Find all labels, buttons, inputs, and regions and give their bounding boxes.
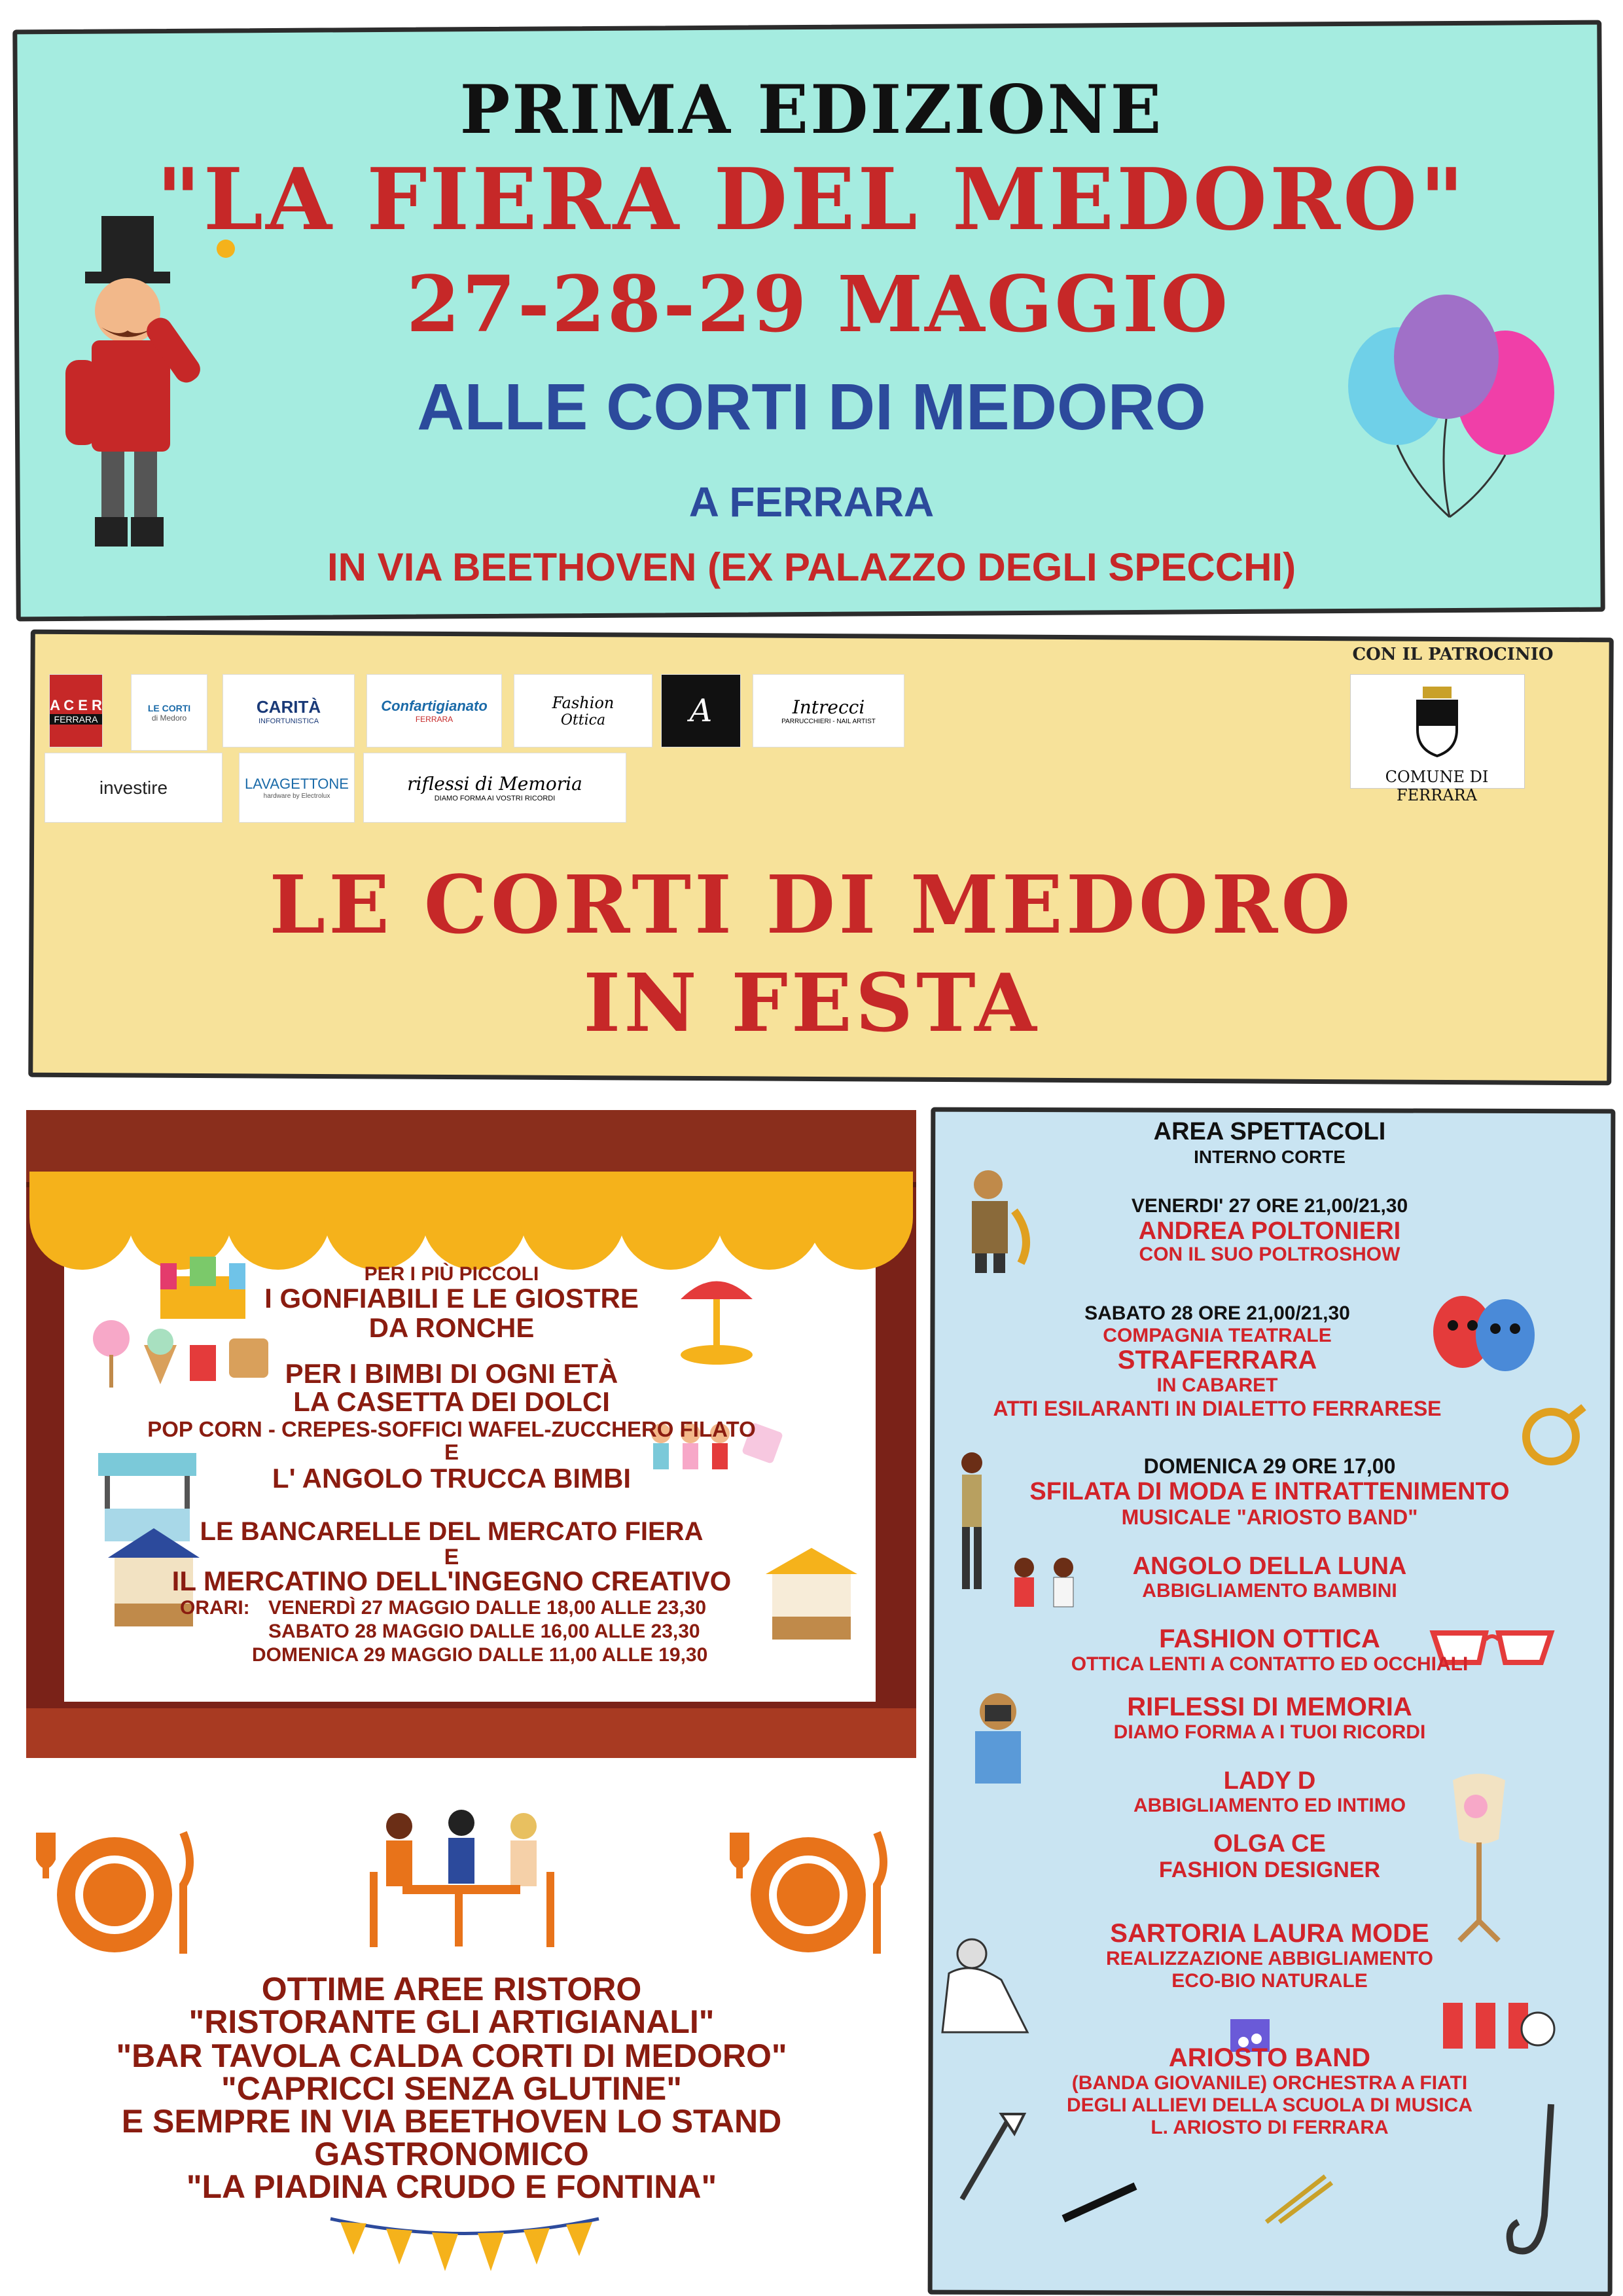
event-4-desc: ABBIGLIAMENTO BAMBINI: [1142, 1580, 1397, 1602]
event-2-when: SABATO 28 ORE 21,00/21,30: [1084, 1302, 1350, 1324]
logo-acer: A C E R FERRARA: [49, 674, 103, 747]
plate-cutlery-icon: [726, 1826, 890, 1957]
event-address: IN VIA BEETHOVEN (EX PALAZZO DEGLI SPECCHI): [327, 545, 1296, 589]
event-city: A FERRARA: [688, 478, 935, 526]
event-8-desc: FASHION DESIGNER: [1158, 1857, 1381, 1882]
event-1-name: ANDREA POLTONIERI: [1138, 1217, 1401, 1245]
event-venue: ALLE CORTI DI MEDORO: [417, 370, 1206, 444]
stage-line-5: LA CASETTA DEI DOLCI: [293, 1386, 610, 1417]
stage-line-10: E: [444, 1545, 459, 1570]
event-2-pre: COMPAGNIA TEATRALE: [1103, 1325, 1332, 1346]
logo-intrecci: Intrecci PARRUCCHIERI - NAIL ARTIST: [753, 674, 904, 747]
bunting-icon: [327, 2209, 602, 2287]
orari-domenica: DOMENICA 29 MAGGIO DALLE 11,00 ALLE 19,30: [252, 1644, 708, 1666]
event-title: "LA FIERA DEL MEDORO": [156, 149, 1467, 249]
spettacoli-title: AREA SPETTACOLI: [1153, 1118, 1386, 1145]
spettacoli-subtitle: INTERNO CORTE: [1194, 1147, 1346, 1167]
event-10-desc-2: DEGLI ALLIEVI DELLA SCUOLA DI MUSICA: [1067, 2094, 1472, 2116]
event-5-name: FASHION OTTICA: [1159, 1624, 1380, 1653]
stage-line-4: PER I BIMBI DI OGNI ETÀ: [285, 1358, 618, 1389]
ristoro-line-3: "BAR TAVOLA CALDA CORTI DI MEDORO": [116, 2037, 787, 2074]
event-9-desc-1: REALIZZAZIONE ABBIGLIAMENTO: [1106, 1948, 1433, 1969]
stage-line-6: POP CORN - CREPES-SOFFICI WAFEL-ZUCCHERO FILATO: [147, 1417, 756, 1441]
orari-sabato: SABATO 28 MAGGIO DALLE 16,00 ALLE 23,30: [268, 1621, 700, 1642]
stage-line-11: IL MERCATINO DELL'INGEGNO CREATIVO: [171, 1566, 732, 1596]
event-dates: 27-28-29 MAGGIO: [406, 259, 1230, 350]
event-6-name: RIFLESSI DI MEMORIA: [1127, 1693, 1412, 1721]
event-2-desc-1: IN CABARET: [1156, 1374, 1278, 1396]
event-10-name: ARIOSTO BAND: [1168, 2043, 1371, 2072]
stage-line-2: I GONFIABILI E LE GIOSTRE: [264, 1283, 639, 1314]
plate-cutlery-icon: [33, 1826, 196, 1957]
ristoro-line-6: GASTRONOMICO: [314, 2136, 589, 2172]
logo-carita: CARITÀ INFORTUNISTICA: [223, 674, 355, 747]
stage-line-8: L' ANGOLO TRUCCA BIMBI: [272, 1463, 632, 1494]
event-2-name: STRAFERRARA: [1117, 1346, 1317, 1374]
comune-name: COMUNE DI FERRARA: [1385, 768, 1489, 804]
stage-line-1: PER I PIÙ PICCOLI: [364, 1263, 539, 1285]
event-1-desc: CON IL SUO POLTROSHOW: [1139, 1244, 1400, 1265]
event-6-desc: DIAMO FORMA A I TUOI RICORDI: [1113, 1721, 1426, 1743]
event-3-desc: MUSICALE "ARIOSTO BAND": [1121, 1505, 1418, 1529]
event-10-desc-3: L. ARIOSTO DI FERRARA: [1150, 2117, 1389, 2138]
event-8-name: OLGA CE: [1213, 1830, 1326, 1857]
trombone-icon: [1260, 2163, 1338, 2229]
ristoro-line-2: "RISTORANTE GLI ARTIGIANALI": [188, 2003, 715, 2040]
event-7-desc: ABBIGLIAMENTO ED INTIMO: [1133, 1795, 1406, 1816]
event-1-when: VENERDI' 27 ORE 21,00/21,30: [1131, 1195, 1408, 1217]
header-edition: PRIMA EDIZIONE: [459, 71, 1164, 149]
event-4-name: ANGOLO DELLA LUNA: [1132, 1552, 1407, 1580]
logo-investire: investire: [45, 753, 223, 823]
logo-confartigianato: Confartigianato FERRARA: [366, 674, 502, 747]
stage-line-3: DA RONCHE: [368, 1312, 535, 1343]
ristoro-line-5: E SEMPRE IN VIA BEETHOVEN LO STAND: [121, 2103, 782, 2140]
logo-a: A: [661, 674, 741, 747]
festa-subtitle: IN FESTA: [583, 956, 1040, 1050]
ristoro-line-7: "LA PIADINA CRUDO E FONTINA": [186, 2168, 717, 2205]
logo-corti-medoro: LE CORTI di Medoro: [131, 674, 207, 751]
event-7-name: LADY D: [1223, 1767, 1316, 1795]
event-3-name: SFILATA DI MODA E INTRATTENIMENTO: [1029, 1478, 1510, 1505]
orari-label: ORARI:: [180, 1597, 250, 1619]
stage-line-9: LE BANCARELLE DEL MERCATO FIERA: [200, 1517, 704, 1546]
event-9-desc-2: ECO-BIO NATURALE: [1171, 1970, 1368, 1992]
event-5-desc: OTTICA LENTI A CONTATTO ED OCCHIALI: [1071, 1653, 1469, 1675]
comune-shield-icon: [1414, 684, 1461, 757]
dining-friends-icon: [363, 1806, 560, 1950]
event-9-name: SARTORIA LAURA MODE: [1110, 1919, 1429, 1948]
ristoro-line-1: OTTIME AREE RISTORO: [261, 1971, 642, 2007]
logo-riflessi: riflessi di Memoria DIAMO FORMA AI VOSTRI RICORDI: [363, 753, 626, 823]
logo-lavagettone: LAVAGETTONE hardware by Electrolux: [239, 753, 355, 823]
patrocinio-label: CON IL PATROCINIO: [1352, 645, 1554, 664]
event-3-when: DOMENICA 29 ORE 17,00: [1143, 1454, 1396, 1478]
logo-fashion-ottica: Fashion Ottica: [514, 674, 652, 747]
orari-venerdi: VENERDÌ 27 MAGGIO DALLE 18,00 ALLE 23,30: [268, 1597, 707, 1619]
clarinet-icon: [1057, 2179, 1142, 2225]
event-10-desc-1: (BANDA GIOVANILE) ORCHESTRA A FIATI: [1071, 2072, 1468, 2094]
ristoro-line-4: "CAPRICCI SENZA GLUTINE": [221, 2070, 682, 2107]
festa-title: LE CORTI DI MEDORO: [269, 857, 1354, 952]
stage-line-7: E: [444, 1440, 459, 1464]
event-2-desc-2: ATTI ESILARANTI IN DIALETTO FERRARESE: [993, 1397, 1442, 1420]
stage-floor: [26, 1702, 916, 1758]
